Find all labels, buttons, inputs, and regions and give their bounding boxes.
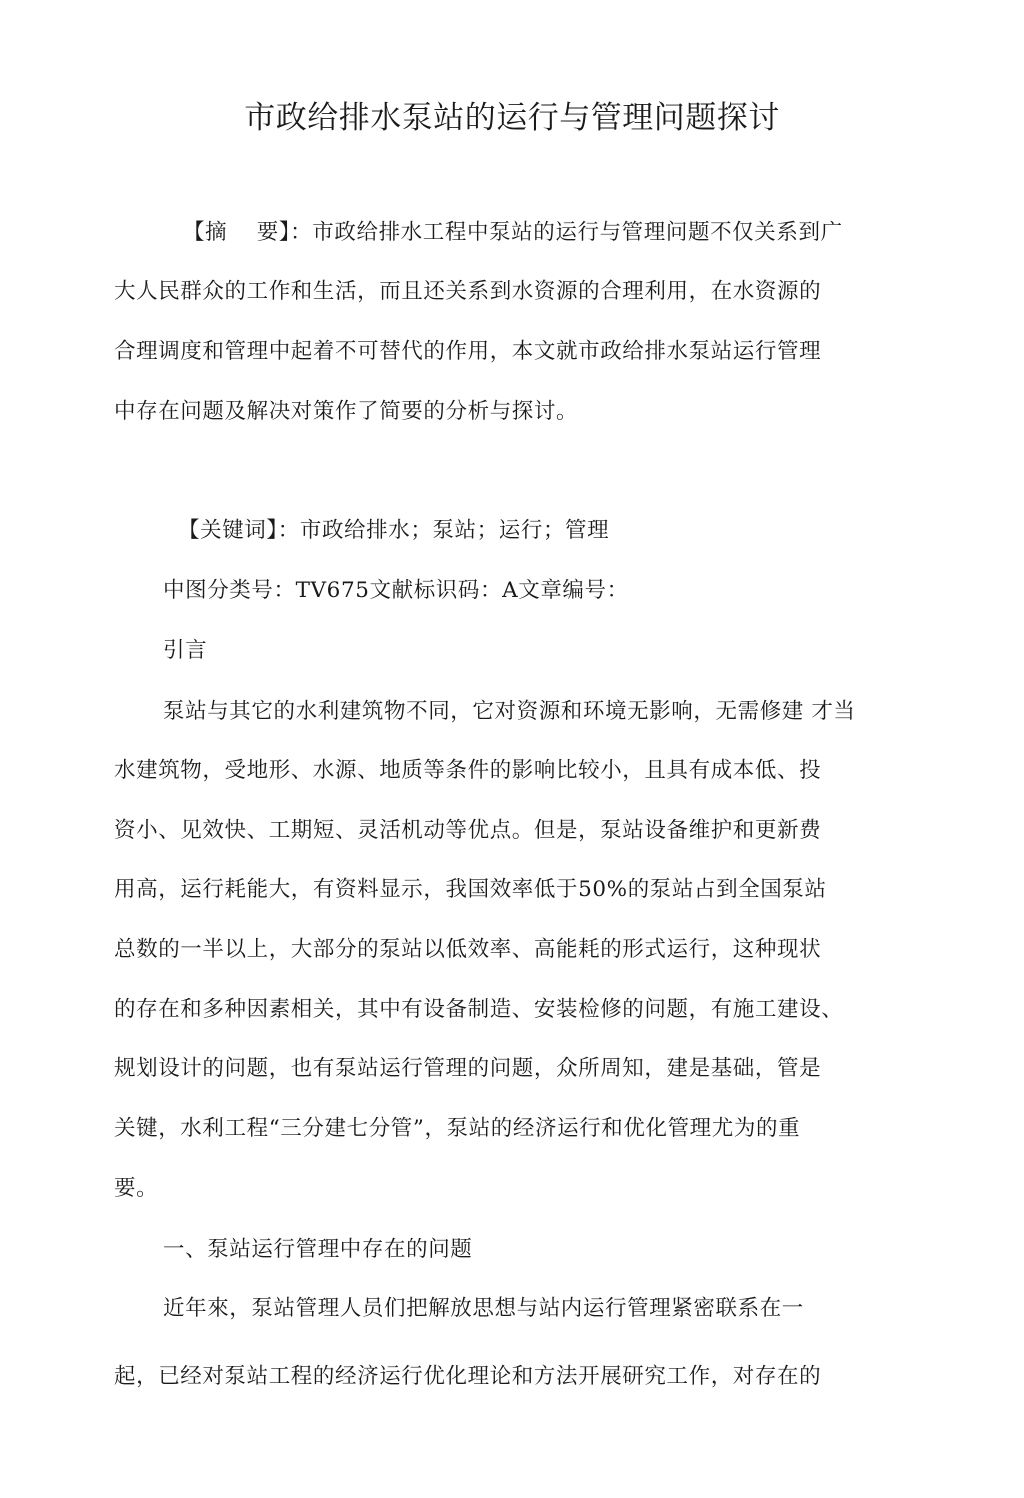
intro-line: 资小、见效快、工期短、灵活机动等优点。但是，泵站设备维护和更新费 (114, 818, 822, 843)
abstract-line: 【摘 要】：市政给排水工程中泵站的运行与管理问题不仅关系到广 (183, 220, 843, 245)
section-line: 近年來，泵站管理人员们把解放思想与站内运行管理紧密联系在一 (163, 1296, 804, 1321)
abstract-line: 合理调度和管理中起着不可替代的作用，本文就市政给排水泵站运行管理 (114, 339, 822, 364)
keywords-line: 【关键词】：市政给排水；泵站；运行；管理 (178, 518, 610, 543)
section-heading: 一、泵站运行管理中存在的问题 (163, 1237, 473, 1262)
section-line: 起，已经对泵站工程的经济运行优化理论和方法开展研究工作，对存在的 (114, 1364, 822, 1389)
intro-line: 的存在和多种因素相关，其中有设备制造、安装检修的问题，有施工建设、 (114, 997, 844, 1022)
intro-line: 总数的一半以上，大部分的泵站以低效率、高能耗的形式运行，这种现状 (114, 937, 822, 962)
intro-line: 关键，水利工程“三分建七分管”，泵站的经济运行和优化管理尤为的重 (114, 1116, 801, 1141)
abstract-line: 中存在问题及解决对策作了简要的分析与探讨。 (114, 399, 579, 424)
abstract-line: 大人民群众的工作和生活，而且还关系到水资源的合理利用，在水资源的 (114, 279, 822, 304)
intro-line: 泵站与其它的水利建筑物不同，它对资源和环境无影响，无需修建 才当 (163, 699, 856, 724)
intro-heading: 引言 (163, 638, 208, 663)
classification-line: 中图分类号：TV675文献标识码：A文章编号： (163, 578, 629, 603)
intro-line: 用高，运行耗能大，有资料显示，我国效率低于50%的泵站占到全国泵站 (114, 877, 827, 902)
intro-line: 规划设计的问题，也有泵站运行管理的问题，众所周知，建是基础，管是 (114, 1056, 822, 1081)
intro-line: 水建筑物，受地形、水源、地质等条件的影响比较小，且具有成本低、投 (114, 758, 822, 783)
document-title: 市政给排水泵站的运行与管理问题探讨 (244, 100, 780, 136)
intro-line: 要。 (114, 1176, 159, 1201)
